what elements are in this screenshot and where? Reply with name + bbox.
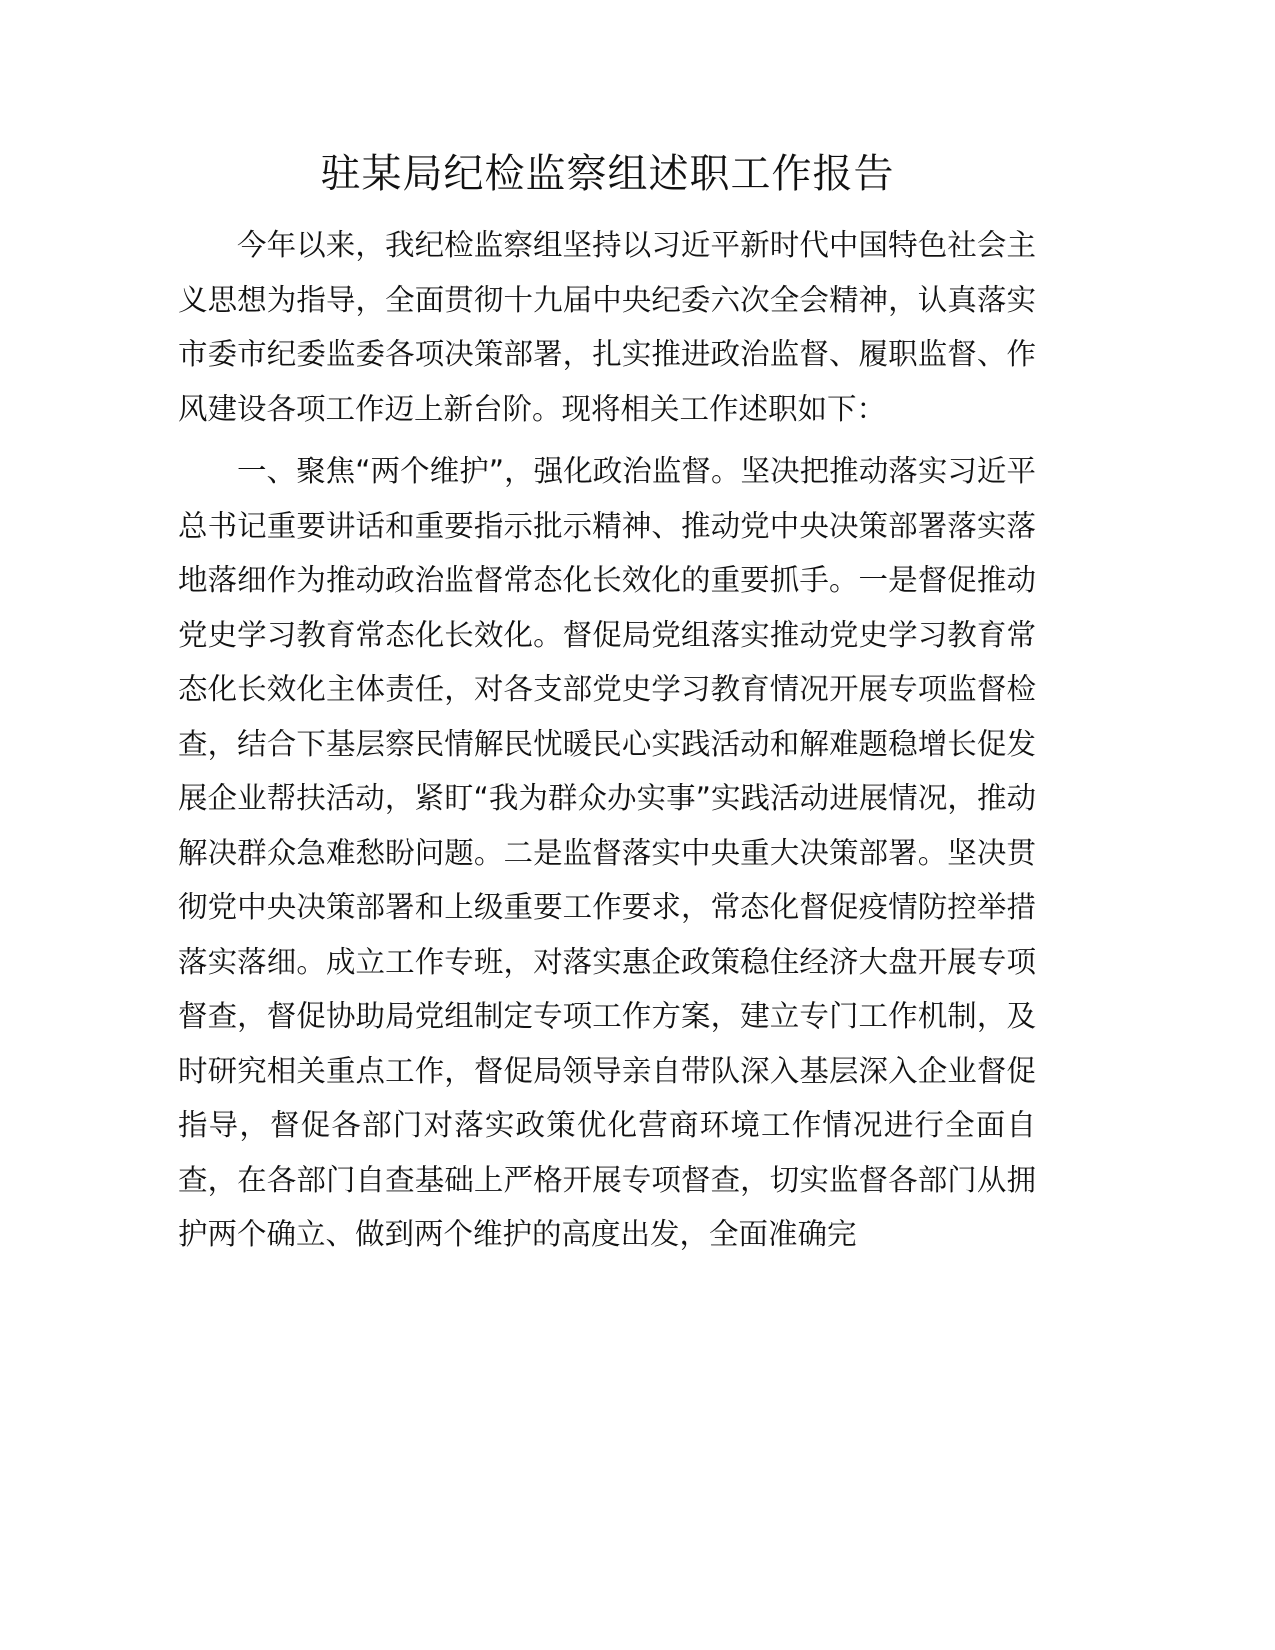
document-title: 驻某局纪检监察组述职工作报告 [320, 151, 895, 197]
intro-paragraph: 今年以来，我纪检监察组坚持以习近平新时代中国特色社会主义思想为指导，全面贯彻十九届中央纪委六次全会精神，认真落实市委市纪委监委各项决策部署，扎实推进政治监督、履职监督、作风建设各项工作迈上新台阶。现将相关工作述职如下： [178, 228, 1036, 426]
document-body [178, 218, 1036, 1262]
section-one-paragraph: 一、聚焦“两个维护”，强化政治监督。坚决把推动落实习近平总书记重要讲话和重要指示批示精神、推动党中央决策部署落实落地落细作为推动政治监督常态化长效化的重要抓手。一是督促推动党史学习教育常态化长效化。督促局党组落实推动党史学习教育常态化长效化主体责任，对各支部党史学习教育情况开展专项监督检查，结合下基层察民情解民忧暖民心实践活动和解难题稳增长促发展企业帮扶活动，紧盯“我为群众办实事”实践活动进展情况，推动解决群众急难愁盼问题。二是监督落实中央重大决策部署。坚决贯彻党中央决策部署和上级重要工作要求，常态化督促疫情防控举措落实落细。成立工作专班，对落实惠企政策稳住经济大盘开展专项督查，督促协助局党组制定专项工作方案，建立专门工作机制，及时研究相关重点工作，督促局领导亲自带队深入基层深入企业督促指导，督促各部门对落实政策优化营商环境工作情况进行全面自查，在各部门自查基础上严格开展专项督查，切实监督各部门从拥护两个确立、做到两个维护的高度出发，全面准确完 [178, 454, 1036, 1251]
